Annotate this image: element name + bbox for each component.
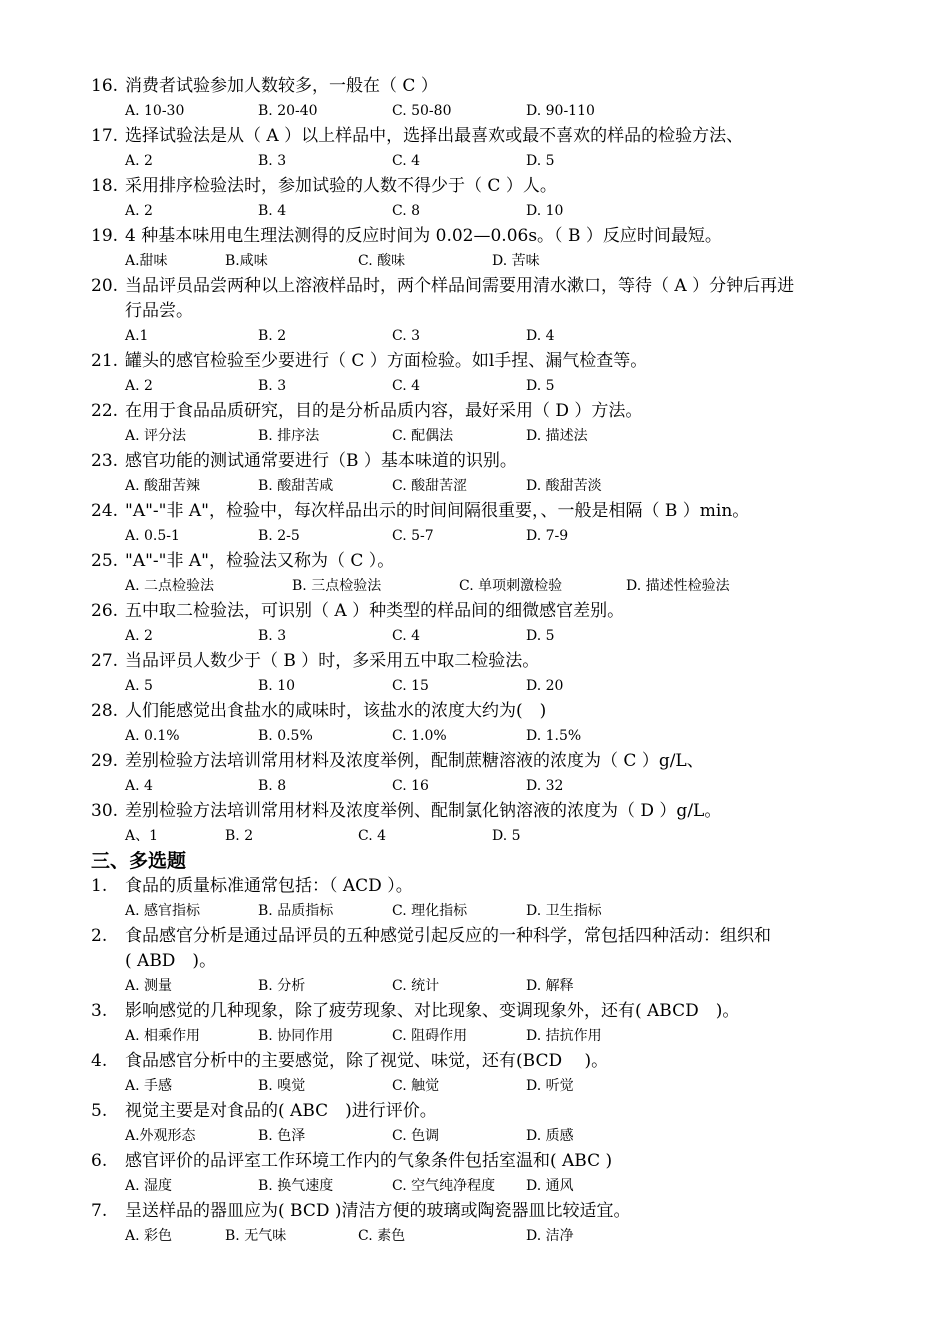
answer-options xyxy=(0,324,950,349)
option-c: C. 15 xyxy=(392,678,429,694)
option-d: D. 描述性检验法 xyxy=(626,578,730,594)
option-c: C. 统计 xyxy=(392,978,440,994)
option-d: D. 1.5% xyxy=(526,728,582,744)
question-number: 4. xyxy=(91,1051,108,1071)
question-item xyxy=(0,74,950,124)
option-c: C. 5-7 xyxy=(392,528,434,544)
option-d: D. 32 xyxy=(526,778,564,794)
question-stem xyxy=(0,349,950,374)
option-a: A. 5 xyxy=(125,678,153,694)
question-stem xyxy=(0,1149,950,1174)
question-text: 感官功能的测试通常要进行（B ）基本味道的识别。 xyxy=(125,451,517,471)
option-c: C. 色调 xyxy=(392,1128,440,1144)
answer-options xyxy=(0,1024,950,1049)
question-stem xyxy=(0,799,950,824)
answer-options xyxy=(0,524,950,549)
question-item xyxy=(0,599,950,649)
option-d: D. 酸甜苦淡 xyxy=(526,478,602,494)
answer-options xyxy=(0,1074,950,1099)
option-c: C. 8 xyxy=(392,203,421,219)
option-b: B. 色泽 xyxy=(258,1128,306,1144)
option-c: C. 4 xyxy=(358,828,387,844)
option-a: A.外观形态 xyxy=(125,1128,196,1144)
question-stem xyxy=(0,399,950,424)
answer-options xyxy=(0,774,950,799)
option-a: A. 酸甜苦辣 xyxy=(125,478,201,494)
question-stem xyxy=(0,649,950,674)
option-b: B. 2 xyxy=(225,828,254,844)
question-number: 22. xyxy=(91,401,119,421)
question-item xyxy=(0,1199,950,1249)
question-item xyxy=(0,274,950,349)
option-d: D. 通风 xyxy=(526,1178,574,1194)
option-a: A. 测量 xyxy=(125,978,173,994)
answer-options xyxy=(0,824,950,849)
option-c: C. 4 xyxy=(392,378,421,394)
question-text: 呈送样品的器皿应为( BCD )清洁方便的玻璃或陶瓷器皿比较适宜。 xyxy=(125,1201,631,1221)
question-item xyxy=(0,349,950,399)
question-stem xyxy=(0,124,950,149)
question-item xyxy=(0,399,950,449)
option-c: C. 1.0% xyxy=(392,728,447,744)
option-b: B. 10 xyxy=(258,678,296,694)
question-item xyxy=(0,999,950,1049)
question-number: 29. xyxy=(91,751,119,771)
option-d: D. 90-110 xyxy=(526,103,595,119)
question-number: 5. xyxy=(91,1101,108,1121)
option-c: C. 3 xyxy=(392,328,421,344)
question-text: 影响感觉的几种现象，除了疲劳现象、对比现象、变调现象外，还有( ABCD )。 xyxy=(125,1001,740,1021)
option-a: A. 手感 xyxy=(125,1078,173,1094)
question-number: 2. xyxy=(91,926,108,946)
option-a: A. 2 xyxy=(125,153,153,169)
question-text: ( ABD )。 xyxy=(125,951,217,971)
option-a: A.甜味 xyxy=(125,253,168,269)
question-stem xyxy=(0,499,950,524)
question-number: 1. xyxy=(91,876,108,896)
option-c: C. 16 xyxy=(392,778,429,794)
question-item xyxy=(0,449,950,499)
question-number: 30. xyxy=(91,801,119,821)
question-text: 食品感官分析中的主要感觉，除了视觉、味觉，还有(BCD )。 xyxy=(125,1051,609,1071)
question-number: 23. xyxy=(91,451,119,471)
question-number: 3. xyxy=(91,1001,108,1021)
question-text: "A"-"非 A"，检验法又称为（ C ）。 xyxy=(125,551,395,571)
question-item xyxy=(0,1099,950,1149)
option-c: C. 阻碍作用 xyxy=(392,1028,468,1044)
question-stem xyxy=(0,549,950,574)
option-c: C. 配偶法 xyxy=(392,428,454,444)
option-c: C. 酸味 xyxy=(358,253,406,269)
question-text: 行品尝。 xyxy=(125,301,193,321)
question-item xyxy=(0,749,950,799)
option-a: A、1 xyxy=(125,828,159,844)
option-a: A. 0.1% xyxy=(125,728,180,744)
option-a: A. 2 xyxy=(125,203,153,219)
option-d: D. 5 xyxy=(526,378,555,394)
option-b: B. 20-40 xyxy=(258,103,318,119)
option-a: A. 2 xyxy=(125,378,153,394)
option-b: B. 3 xyxy=(258,628,287,644)
option-d: D. 拮抗作用 xyxy=(526,1028,602,1044)
question-text: 食品的质量标准通常包括：（ ACD ）。 xyxy=(125,876,413,896)
question-text: 选择试验法是从（ A ）以上样品中，选择出最喜欢或最不喜欢的样品的检验方法、 xyxy=(125,126,744,146)
option-b: B. 4 xyxy=(258,203,287,219)
question-number: 18. xyxy=(91,176,119,196)
option-a: A. 评分法 xyxy=(125,428,187,444)
question-stem xyxy=(0,924,950,949)
question-number: 27. xyxy=(91,651,119,671)
question-text: 4 种基本味用电生理法测得的反应时间为 0.02—0.06s。（ B ）反应时间最短。 xyxy=(125,226,722,246)
option-b: B. 2 xyxy=(258,328,287,344)
answer-options xyxy=(0,249,950,274)
section-title-multi-choice: 三、多选题 xyxy=(91,850,187,872)
question-stem xyxy=(0,274,950,299)
answer-options xyxy=(0,624,950,649)
answer-options xyxy=(0,424,950,449)
option-d: D. 5 xyxy=(526,628,555,644)
option-a: A. 10-30 xyxy=(125,103,185,119)
option-b: B.咸味 xyxy=(225,253,268,269)
option-b: B. 品质指标 xyxy=(258,903,334,919)
answer-options xyxy=(0,1174,950,1199)
question-stem xyxy=(0,699,950,724)
answer-options xyxy=(0,374,950,399)
option-a: A. 4 xyxy=(125,778,153,794)
option-d: D. 5 xyxy=(492,828,521,844)
question-number: 25. xyxy=(91,551,119,571)
question-text: 差别检验方法培训常用材料及浓度举例，配制蔗糖溶液的浓度为（ C ）g/L、 xyxy=(125,751,704,771)
answer-options xyxy=(0,574,950,599)
question-number: 26. xyxy=(91,601,119,621)
question-number: 19. xyxy=(91,226,119,246)
question-item xyxy=(0,924,950,999)
option-d: D. 质感 xyxy=(526,1128,574,1144)
question-item xyxy=(0,549,950,599)
question-text: 罐头的感官检验至少要进行（ C ）方面检验。如l手捏、漏气检查等。 xyxy=(125,351,648,371)
answer-options xyxy=(0,974,950,999)
option-d: D. 20 xyxy=(526,678,564,694)
answer-options xyxy=(0,99,950,124)
answer-options xyxy=(0,724,950,749)
option-b: B. 3 xyxy=(258,153,287,169)
option-c: C. 单项刺激检验 xyxy=(459,578,563,594)
option-d: D. 7-9 xyxy=(526,528,569,544)
answer-options xyxy=(0,1124,950,1149)
question-item xyxy=(0,1049,950,1099)
option-c: C. 理化指标 xyxy=(392,903,468,919)
question-number: 20. xyxy=(91,276,119,296)
question-item xyxy=(0,174,950,224)
question-text: 当品评员品尝两种以上溶液样品时，两个样品间需要用清水漱口，等待（ A ）分钟后再进 xyxy=(125,276,795,296)
option-b: B. 无气味 xyxy=(225,1228,287,1244)
question-stem xyxy=(0,874,950,899)
question-item xyxy=(0,124,950,174)
option-c: C. 素色 xyxy=(358,1228,406,1244)
question-item xyxy=(0,874,950,924)
question-text: 人们能感觉出食盐水的咸味时，该盐水的浓度大约为( ) xyxy=(125,701,547,721)
question-text: 消费者试验参加人数较多，一般在（ C ） xyxy=(125,76,438,96)
option-d: D. 5 xyxy=(526,153,555,169)
question-text-continued xyxy=(0,949,950,974)
option-c: C. 酸甜苦涩 xyxy=(392,478,468,494)
option-b: B. 酸甜苦咸 xyxy=(258,478,334,494)
option-b: B. 换气速度 xyxy=(258,1178,334,1194)
option-c: C. 空气纯净程度 xyxy=(392,1178,496,1194)
question-number: 24. xyxy=(91,501,119,521)
option-a: A. 0.5-1 xyxy=(125,528,180,544)
option-b: B. 3 xyxy=(258,378,287,394)
question-stem xyxy=(0,174,950,199)
question-stem xyxy=(0,1099,950,1124)
question-number: 7. xyxy=(91,1201,108,1221)
question-item xyxy=(0,649,950,699)
option-a: A. 感官指标 xyxy=(125,903,201,919)
option-a: A. 二点检验法 xyxy=(125,578,215,594)
option-d: D. 苦味 xyxy=(492,253,540,269)
question-stem xyxy=(0,224,950,249)
option-c: C. 触觉 xyxy=(392,1078,440,1094)
question-stem xyxy=(0,1049,950,1074)
question-text: "A"-"非 A"，检验中，每次样品出示的时间间隔很重要，、一般是相隔（ B ）min。 xyxy=(125,501,750,521)
question-text: 五中取二检验法，可识别（ A ）种类型的样品间的细微感官差别。 xyxy=(125,601,625,621)
question-number: 28. xyxy=(91,701,119,721)
answer-options xyxy=(0,1224,950,1249)
question-text: 在用于食品品质研究，目的是分析品质内容，最好采用（ D ）方法。 xyxy=(125,401,643,421)
option-a: A. 相乘作用 xyxy=(125,1028,201,1044)
question-stem xyxy=(0,999,950,1024)
option-b: B. 协同作用 xyxy=(258,1028,334,1044)
multi-choice-section xyxy=(0,874,950,1249)
option-d: D. 卫生指标 xyxy=(526,903,602,919)
option-b: B. 分析 xyxy=(258,978,306,994)
question-item xyxy=(0,699,950,749)
question-item xyxy=(0,1149,950,1199)
single-choice-section xyxy=(0,74,950,849)
question-text: 视觉主要是对食品的( ABC )进行评价。 xyxy=(125,1101,437,1121)
question-number: 6. xyxy=(91,1151,108,1171)
question-number: 17. xyxy=(91,126,119,146)
option-b: B. 0.5% xyxy=(258,728,313,744)
question-text: 感官评价的品评室工作环境工作内的气象条件包括室温和( ABC ) xyxy=(125,1151,613,1171)
answer-options xyxy=(0,899,950,924)
option-a: A. 彩色 xyxy=(125,1228,173,1244)
question-text: 差别检验方法培训常用材料及浓度举例、配制氯化钠溶液的浓度为（ D ）g/L。 xyxy=(125,801,722,821)
question-item xyxy=(0,224,950,274)
option-a: A. 湿度 xyxy=(125,1178,173,1194)
question-text: 食品感官分析是通过品评员的五种感觉引起反应的一种科学，常包括四种活动：组织和 xyxy=(125,926,771,946)
question-stem xyxy=(0,599,950,624)
question-number: 16. xyxy=(91,76,119,96)
option-c: C. 4 xyxy=(392,628,421,644)
option-a: A. 2 xyxy=(125,628,153,644)
question-stem xyxy=(0,74,950,99)
option-d: D. 解释 xyxy=(526,978,574,994)
question-text-continued xyxy=(0,299,950,324)
question-item xyxy=(0,499,950,549)
question-stem xyxy=(0,749,950,774)
answer-options xyxy=(0,199,950,224)
question-number: 21. xyxy=(91,351,119,371)
option-c: C. 4 xyxy=(392,153,421,169)
answer-options xyxy=(0,474,950,499)
option-d: D. 洁净 xyxy=(526,1228,574,1244)
option-d: D. 4 xyxy=(526,328,555,344)
question-stem xyxy=(0,1199,950,1224)
question-item xyxy=(0,799,950,849)
option-c: C. 50-80 xyxy=(392,103,452,119)
exam-page xyxy=(0,74,950,1249)
question-text: 采用排序检验法时，参加试验的人数不得少于（ C ）人。 xyxy=(125,176,557,196)
option-b: B. 嗅觉 xyxy=(258,1078,306,1094)
option-b: B. 排序法 xyxy=(258,428,320,444)
option-b: B. 8 xyxy=(258,778,287,794)
answer-options xyxy=(0,674,950,699)
option-d: D. 10 xyxy=(526,203,564,219)
option-b: B. 三点检验法 xyxy=(292,578,382,594)
question-stem xyxy=(0,449,950,474)
option-d: D. 描述法 xyxy=(526,428,588,444)
option-a: A.1 xyxy=(125,328,149,344)
question-text: 当品评员人数少于（ B ）时，多采用五中取二检验法。 xyxy=(125,651,540,671)
option-d: D. 听觉 xyxy=(526,1078,574,1094)
answer-options xyxy=(0,149,950,174)
option-b: B. 2-5 xyxy=(258,528,300,544)
